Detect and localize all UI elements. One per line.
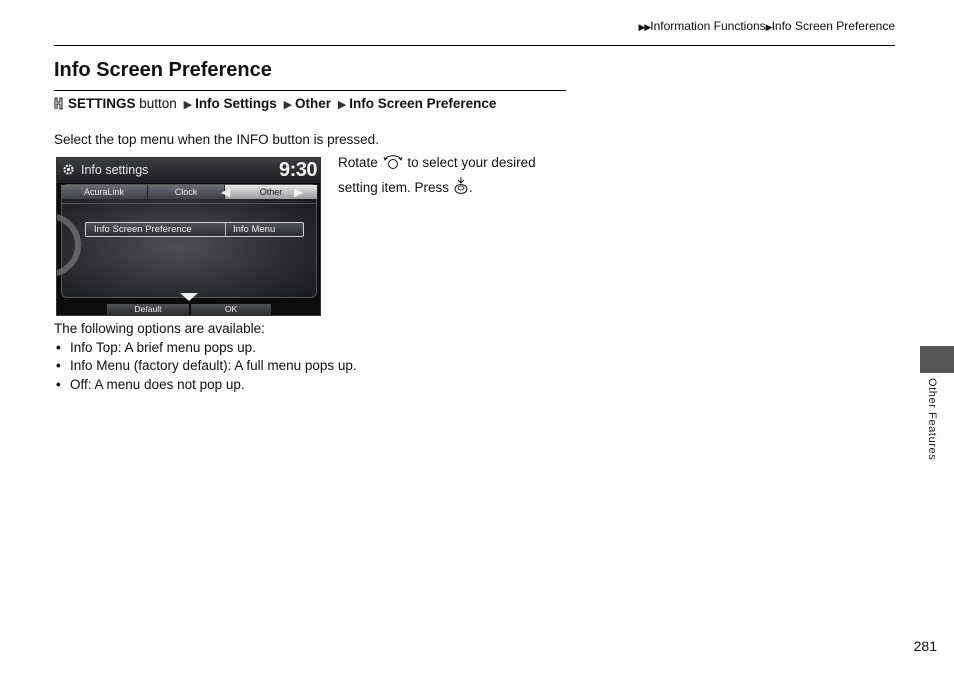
intro-after: button is pressed. bbox=[268, 132, 379, 147]
tab-right-arrow-icon[interactable]: ▶ bbox=[294, 185, 304, 199]
page-title: Info Screen Preference bbox=[54, 59, 272, 81]
screen-title: Info settings bbox=[81, 163, 149, 177]
path-arrow-icon: ▶ bbox=[183, 99, 193, 111]
breadcrumb-section: Information Functions bbox=[650, 19, 766, 33]
row-value bbox=[225, 223, 302, 236]
options-list bbox=[54, 339, 357, 395]
option-text: (factory default): A full menu pops up. bbox=[130, 358, 357, 374]
info-key-label: INFO bbox=[236, 132, 269, 147]
list-item bbox=[54, 376, 357, 395]
row-value-text: Info Menu bbox=[233, 224, 276, 235]
option-term: Info Menu bbox=[70, 358, 131, 374]
settings-screen bbox=[56, 157, 321, 316]
scroll-down-arrow-icon[interactable] bbox=[180, 293, 198, 301]
rotate-word: Rotate bbox=[338, 155, 378, 170]
breadcrumb-separator: ▶ bbox=[765, 22, 772, 32]
tab-clock[interactable]: Clock bbox=[148, 185, 225, 199]
path-step-info-settings: Info Settings bbox=[195, 96, 277, 111]
chapter-tab-label bbox=[926, 378, 940, 468]
interface-dial-press-icon bbox=[453, 176, 469, 201]
interface-dial-rotate-icon bbox=[382, 152, 404, 176]
list-item bbox=[54, 357, 357, 376]
intro-text bbox=[54, 132, 379, 147]
screen-tabs bbox=[61, 185, 317, 199]
instruction-end: . bbox=[468, 179, 473, 195]
chapter-tab-text: Other Features bbox=[926, 378, 938, 461]
list-item bbox=[54, 339, 357, 358]
info-screen-preference-row[interactable] bbox=[85, 222, 304, 237]
path-step-other: Other bbox=[295, 96, 332, 111]
instruction-text bbox=[338, 152, 558, 200]
screen-divider bbox=[61, 203, 317, 204]
option-term: Info Top bbox=[70, 339, 118, 355]
options-section bbox=[54, 320, 357, 395]
option-text: : A menu does not pop up. bbox=[87, 377, 245, 393]
options-lead: The following options are available: bbox=[54, 321, 265, 336]
navigation-path bbox=[54, 96, 496, 113]
breadcrumb-page: Info Screen Preference bbox=[771, 19, 895, 33]
gear-icon bbox=[62, 163, 75, 181]
tab-acuralink[interactable]: AcuraLink bbox=[61, 185, 148, 199]
option-term: Off bbox=[70, 377, 88, 393]
row-label: Info Screen Preference bbox=[94, 224, 192, 235]
clock-time: 9:30 bbox=[278, 159, 317, 181]
path-step-info-screen-preference: Info Screen Preference bbox=[349, 96, 497, 111]
tab-other[interactable]: Other bbox=[225, 185, 318, 199]
breadcrumb bbox=[638, 19, 895, 33]
breadcrumb-arrows: ▶▶ bbox=[638, 22, 651, 32]
chapter-tab-marker bbox=[920, 346, 954, 373]
header-rule bbox=[54, 45, 895, 46]
intro-before: Select the top menu when the bbox=[54, 132, 237, 147]
screen-panel bbox=[61, 184, 317, 298]
path-arrow-icon: ▶ bbox=[337, 99, 347, 111]
button-word: button bbox=[139, 96, 177, 111]
title-rule bbox=[54, 90, 566, 91]
screen-footer bbox=[57, 302, 321, 316]
default-button[interactable]: Default bbox=[107, 304, 189, 315]
instruction-rest: to select your desired setting item. Press bbox=[338, 155, 536, 195]
option-text: : A brief menu pops up. bbox=[117, 339, 256, 355]
path-arrow-icon: ▶ bbox=[283, 99, 293, 111]
settings-button-label: SETTINGS bbox=[68, 96, 136, 111]
ok-button[interactable]: OK bbox=[191, 304, 271, 315]
home-icon bbox=[54, 97, 63, 113]
tab-left-arrow-icon[interactable]: ◀ bbox=[221, 185, 231, 199]
page-number: 281 bbox=[913, 638, 937, 654]
